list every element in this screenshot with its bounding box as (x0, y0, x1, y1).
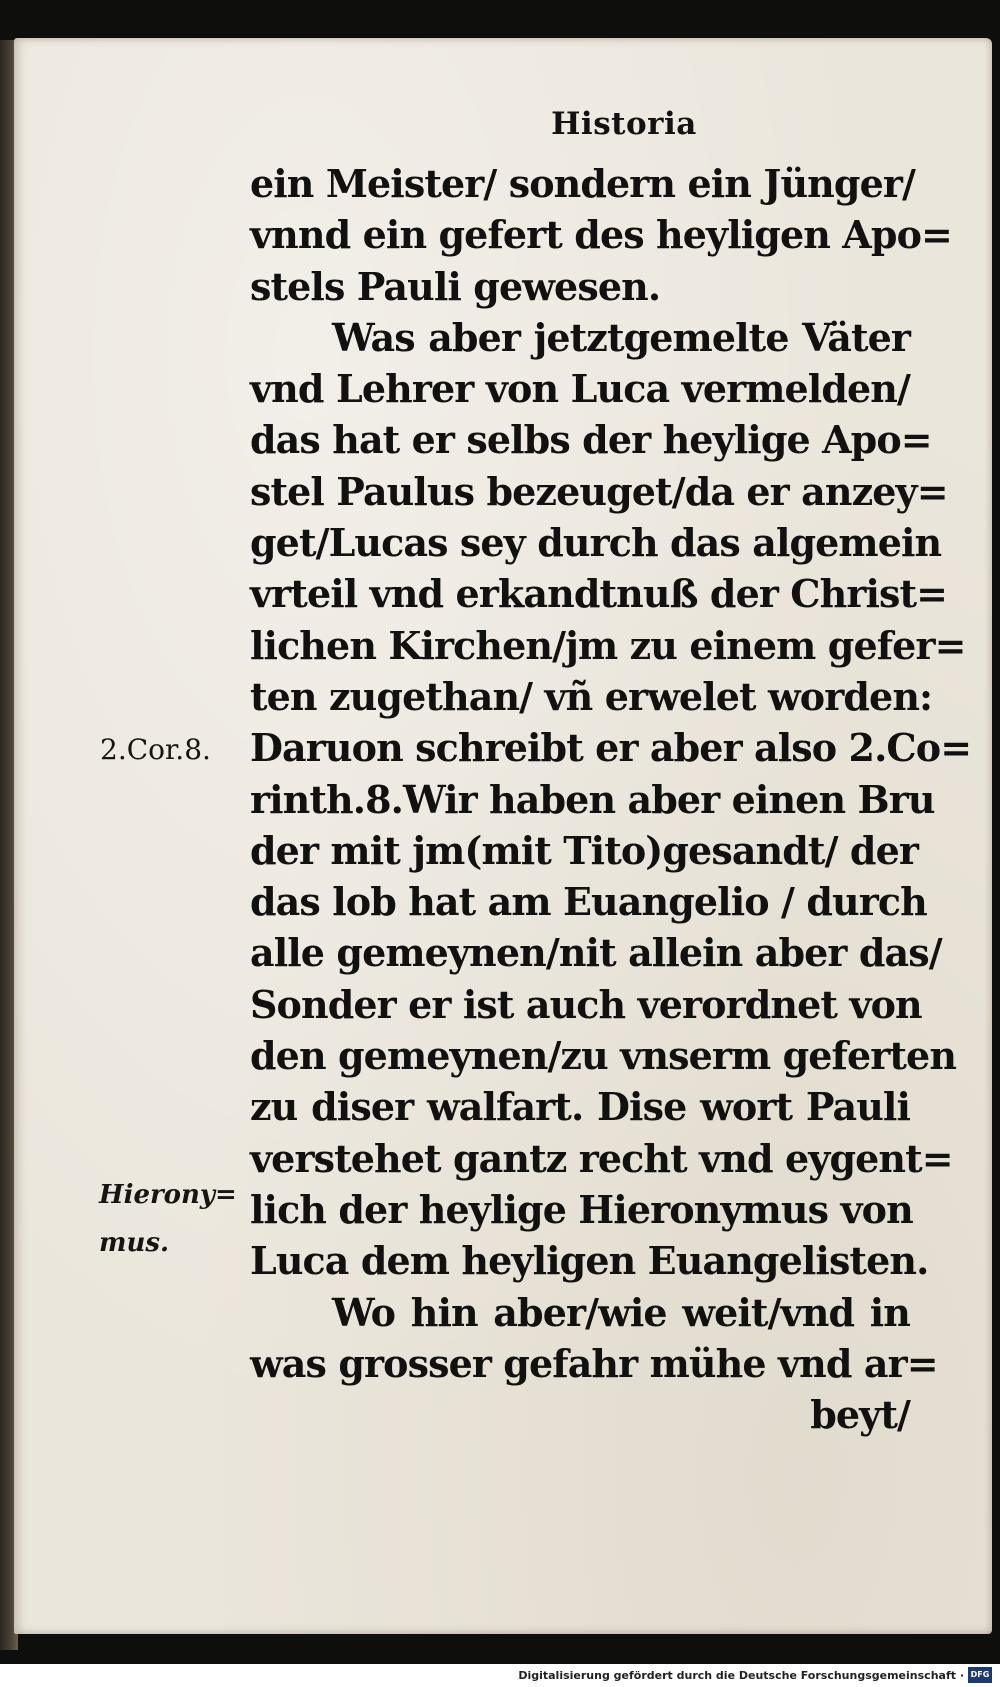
main-text-block (250, 158, 972, 1440)
text-line: vrteil vnd erkandtnuß der Christ= (250, 571, 948, 617)
text-line: alle gemeynen/nit allein aber das/ (250, 930, 942, 976)
text-line: das hat er selbs der heylige Apo= (250, 417, 932, 463)
book-page (14, 38, 992, 1634)
text-line: was grosser gefahr mühe vnd ar= (250, 1340, 938, 1386)
text-line: vnnd ein gefert des heyligen Apo= (250, 212, 952, 258)
text-line: den gemeynen/zu vnserm geferten (250, 1033, 957, 1079)
text-line: Was aber jetztgemelte Väter (332, 314, 910, 360)
funding-credit: Digitalisierung gefördert durch die Deutsche Forschungsgemeinschaft · (518, 1669, 964, 1682)
marginal-note-cor: 2.Cor.8. (100, 733, 211, 766)
text-line: ein Meister/ sondern ein Jünger/ (250, 161, 915, 206)
text-line: Daruon schreibt er aber also 2.Co= (250, 725, 972, 771)
text-line: stels Pauli gewesen. (250, 263, 661, 309)
text-line: get/Lucas sey durch das algemein (250, 520, 942, 566)
text-line: verstehet gantz recht vnd eygent= (250, 1135, 953, 1181)
catchword: beyt/ (810, 1392, 910, 1438)
marginal-note-hieronymus (99, 1171, 237, 1267)
running-head: Historia (551, 106, 697, 142)
text-line: Sonder er ist auch verordnet von (250, 981, 922, 1027)
text-line: Luca dem heyligen Euangelisten. (250, 1238, 929, 1284)
text-line: der mit jm(mit Tito)gesandt/ der (250, 827, 918, 873)
text-line: vnd Lehrer von Luca vermelden/ (250, 366, 910, 412)
text-line: lich der heylige Hieronymus von (250, 1186, 913, 1232)
text-line: das lob hat am Euangelio / durch (250, 879, 927, 925)
text-line: lichen Kirchen/jm zu einem gefer= (250, 622, 966, 668)
dfg-logo: DFG (968, 1667, 992, 1683)
text-line: rinth.8.Wir haben aber einen Bru (250, 776, 935, 822)
text-line: ten zugethan/ vñ erwelet worden: (250, 673, 933, 719)
text-line: stel Paulus bezeuget/da er anzey= (250, 468, 948, 514)
marginal-note-line: mus. (99, 1228, 170, 1258)
text-line: zu diser walfart. Dise wort Pauli (250, 1084, 910, 1130)
text-line: Wo hin aber/wie weit/vnd in (332, 1289, 910, 1335)
marginal-note-line: Hierony= (99, 1180, 237, 1210)
